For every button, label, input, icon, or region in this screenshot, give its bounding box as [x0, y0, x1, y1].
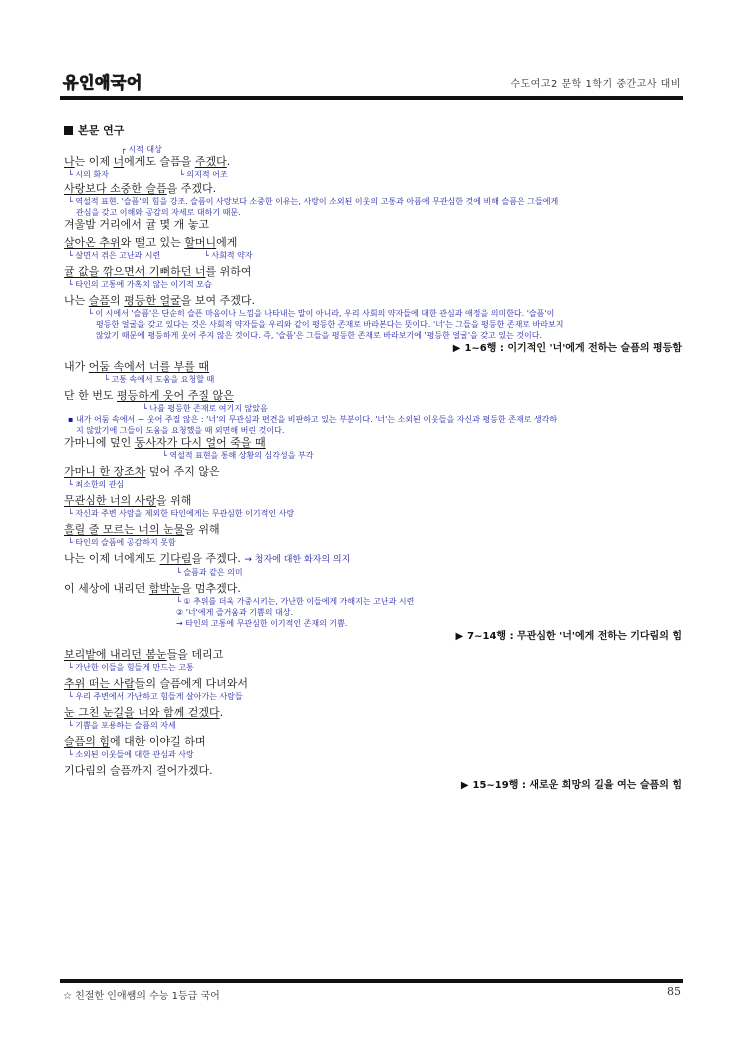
bottom-rule [60, 979, 683, 983]
footer-text: ☆ 친절한 인애쌤의 수능 1등급 국어 [63, 991, 220, 1002]
poem-line: 나는 이제 너에게도 슬픔을 주겠다. [64, 155, 231, 168]
note: 지 않았기에 그들이 도움을 요청했을 때 외면해 버린 것이다. [76, 426, 285, 435]
poem-line: 단 한 번도 평등하게 웃어 주질 않은 [64, 389, 234, 402]
note: └ 소외된 이웃들에 대한 관심과 사랑 [68, 750, 194, 759]
note: └ 기쁨을 포용하는 슬픔의 자세 [68, 721, 176, 730]
poem-line: 가마니에 덮인 동사자가 다시 얼어 죽을 때 [64, 436, 266, 449]
poem-line: 눈 그친 눈길을 너와 함께 걷겠다. [64, 706, 224, 719]
poem-line: 겨울밤 거리에서 귤 몇 개 놓고 [64, 218, 209, 231]
note: └ 살면서 겪은 고난과 시련 └ 사회적 약자 [68, 251, 253, 260]
header-subtitle: 수도여고2 문학 1학기 중간고사 대비 [510, 79, 681, 90]
note: └ 타인의 슬픔에 공감하지 못함 [68, 538, 176, 547]
note: 평등한 얼굴을 갖고 있다는 것은 사회적 약자들을 우리와 같이 평등한 존재로 바라본다는 뜻이다. '너'는 그들을 평등한 존재로 바라보지 [96, 320, 564, 329]
square-bullet-icon [64, 126, 73, 135]
page-number: 85 [667, 985, 681, 998]
poem-line: 내가 어둠 속에서 너를 부를 때 [64, 360, 209, 373]
top-rule [60, 96, 683, 100]
section-summary: ▶ 1~6행 : 이기적인 '너'에게 전하는 슬픔의 평등함 [452, 343, 682, 354]
poem-line: 추위 떠는 사람들의 슬픔에게 다녀와서 [64, 677, 249, 690]
poem-line: 무관심한 너의 사랑을 위해 [64, 494, 192, 507]
note: ▪ 내가 어둠 속에서 ~ 웃어 주질 않은 : '너'의 무관심과 편견을 비판하고 있는 부분이다. '너'는 소외된 이웃들을 자신과 평등한 존재로 생각하 [68, 415, 558, 424]
logo [63, 70, 143, 93]
note: └ 역설적 표현을 통해 상황의 심각성을 부각 [162, 451, 314, 460]
poem-line: 가마니 한 장조차 덮어 주지 않은 [64, 465, 220, 478]
note: └ 가난한 이들을 힘들게 만드는 고통 [68, 663, 194, 672]
logo-part2: 국어 [110, 73, 143, 92]
note: └ 고통 속에서 도움을 요청할 때 [104, 375, 215, 384]
triangle-right-icon: ▶ [455, 631, 464, 642]
poem-line: 슬픔의 힘에 대한 이야길 하며 [64, 735, 206, 748]
poem-line: 귤 값을 깎으면서 기뻐하던 너를 위하여 [64, 265, 252, 278]
note: 관심을 갖고 이해와 공감의 자세로 대하기 때문. [76, 208, 241, 217]
poem-line: 보리밭에 내리던 봄눈들을 데리고 [64, 648, 224, 661]
section-title: 본문 연구 [64, 122, 682, 138]
section-summary: ▶ 15~19행 : 새로운 희망의 길을 여는 슬픔의 힘 [460, 780, 682, 791]
note: └ 자신과 주변 사람을 제외한 타인에게는 무관심한 이기적인 사랑 [68, 509, 295, 518]
note: └ 나를 평등한 존재로 여기지 않았음 [142, 404, 268, 413]
note: └ 시의 화자 └ 의지적 어조 [68, 170, 228, 179]
note: ② '너'에게 즐거움과 기쁨의 대상. [176, 608, 294, 617]
triangle-right-icon: ▶ [460, 780, 469, 791]
note: └ 우리 주변에서 가난하고 힘들게 살아가는 사람들 [68, 692, 243, 701]
poem-line: 나는 이제 너에게도 기다림을 주겠다. → 청자에 대한 화자의 의지 [64, 552, 351, 565]
poem-line: 기다림의 슬픔까지 걸어가겠다. [64, 764, 213, 777]
note: 않았기 때문에 평등하게 웃어 주지 않은 것이다. 즉, '슬픔'은 그들을 평등한 존재로 바라보기에 '평등한 얼굴'을 갖고 있는 것이다. [96, 331, 543, 340]
poem-line: 나는 슬픔의 평등한 얼굴을 보여 주겠다. [64, 294, 256, 307]
poem-line: 사랑보다 소중한 슬픔을 주겠다. [64, 182, 217, 195]
triangle-right-icon: ▶ [452, 343, 461, 354]
note: └ 슬픔과 같은 의미 [176, 568, 243, 577]
note: └ 최소한의 관심 [68, 480, 125, 489]
section-summary: ▶ 7~14행 : 무관심한 '너'에게 전하는 기다림의 힘 [455, 631, 682, 642]
logo-part1: 유인애 [63, 73, 111, 92]
poem-line: 살아온 추위와 떨고 있는 할머니에게 [64, 236, 238, 249]
note: → 타인의 고통에 무관심한 이기적인 존재의 기쁨. [176, 619, 348, 628]
poem-line: 이 세상에 내리던 함박눈을 멈추겠다. [64, 582, 241, 595]
main-content [64, 122, 682, 797]
note: └ 타인의 고통에 가혹치 않는 이기적 모습 [68, 280, 212, 289]
poem-line: 흘릴 줄 모르는 너의 눈물을 위해 [64, 523, 220, 536]
note: └ 역설적 표현. '슬픔'의 힘을 강조. 슬픔이 사랑보다 소중한 이유는, 사랑이 소외된 이웃의 고통과 아픔에 무관심한 것에 비해 슬픔은 그들에게 [68, 197, 559, 206]
note: └ ① 추위를 더욱 가중시키는, 가난한 이들에게 가해지는 고난과 시련 [176, 597, 415, 606]
note: └ 이 시에서 '슬픔'은 단순히 슬픈 마음이나 느낌을 나타내는 말이 아니라, 우리 사회의 약자들에 대한 관심과 애정을 의미한다. '슬픔'이 [88, 309, 555, 318]
note: ┌ 시적 대상 [121, 145, 162, 154]
